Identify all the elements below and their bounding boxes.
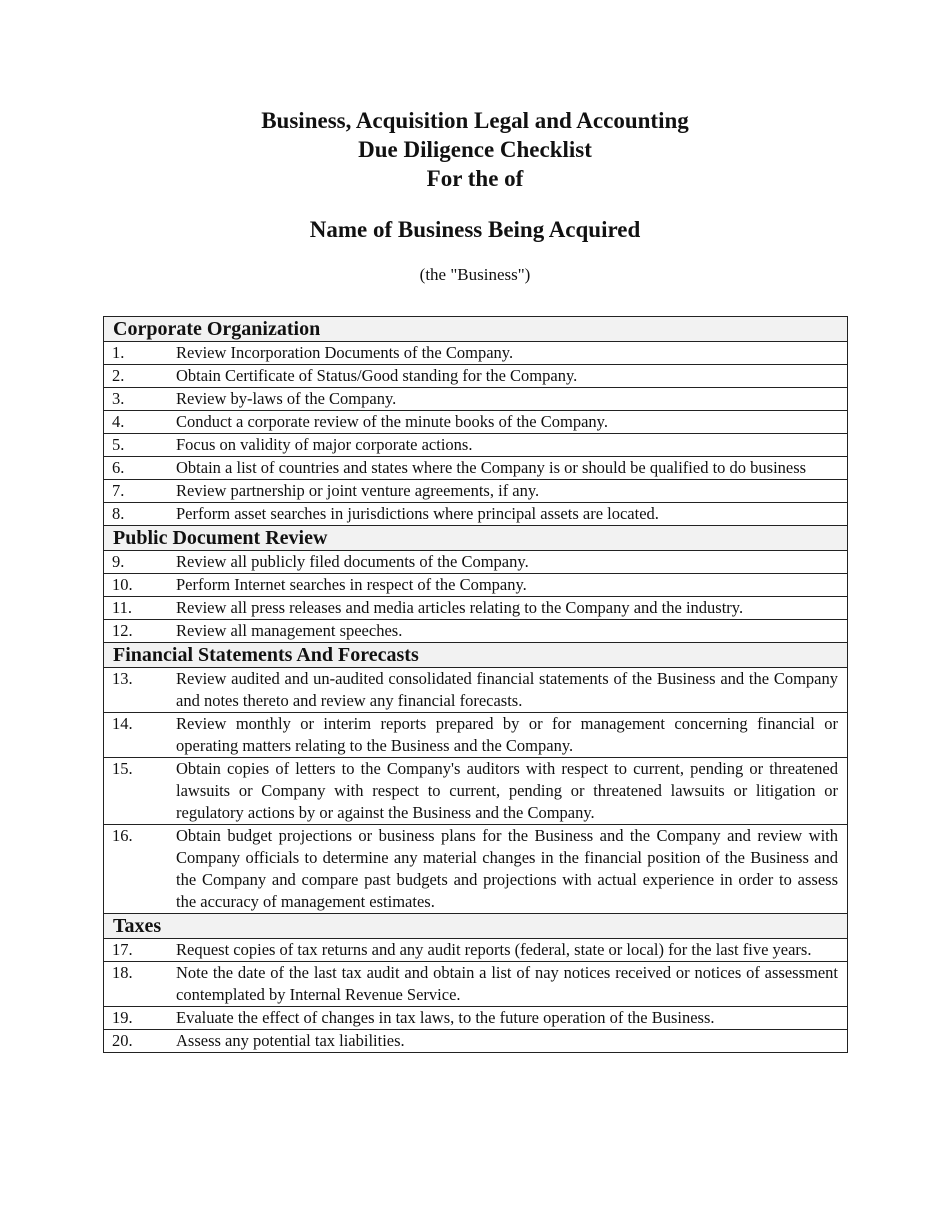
checklist-item-number: 20. xyxy=(112,1031,133,1050)
section-header-row xyxy=(104,643,848,668)
checklist-item-number: 14. xyxy=(112,714,133,733)
checklist-item-cell xyxy=(104,411,848,434)
checklist-item-cell xyxy=(104,388,848,411)
checklist-item xyxy=(104,574,847,596)
checklist-item-text: Request copies of tax returns and any audit reports (federal, state or local) for the last five years. xyxy=(176,940,812,959)
checklist-item-text: Perform Internet searches in respect of the Company. xyxy=(176,575,527,594)
checklist-item xyxy=(104,503,847,525)
checklist-item xyxy=(104,411,847,433)
checklist-item-row xyxy=(104,342,848,365)
checklist-item xyxy=(104,758,847,824)
section-heading: Financial Statements And Forecasts xyxy=(104,643,848,668)
section-heading: Taxes xyxy=(104,914,848,939)
checklist-item-text: Obtain budget projections or business plans for the Business and the Company and review with Company officials to determine any material changes in the financial position of the Business and the Company and compare past budgets and projections with actual experience in order to assess the accuracy of management estimates. xyxy=(176,826,838,911)
checklist-item-number: 16. xyxy=(112,826,133,845)
checklist-item-number: 3. xyxy=(112,389,125,408)
checklist-item-cell xyxy=(104,365,848,388)
checklist-item-number: 18. xyxy=(112,963,133,982)
checklist-item-cell xyxy=(104,620,848,643)
checklist-item-number: 9. xyxy=(112,552,125,571)
checklist-item-number: 13. xyxy=(112,669,133,688)
checklist-item-row xyxy=(104,388,848,411)
checklist-item-number: 5. xyxy=(112,435,125,454)
checklist-item xyxy=(104,825,847,913)
checklist-item-cell xyxy=(104,342,848,365)
checklist-item-text: Note the date of the last tax audit and obtain a list of nay notices received or notices of assessment contemplated by Internal Revenue Service. xyxy=(176,963,838,1004)
checklist-item-number: 10. xyxy=(112,575,133,594)
checklist-item-row xyxy=(104,1030,848,1053)
checklist-item-row xyxy=(104,713,848,758)
checklist-item-text: Review Incorporation Documents of the Company. xyxy=(176,343,514,362)
checklist-item xyxy=(104,713,847,757)
checklist-item-row xyxy=(104,758,848,825)
checklist-item-text: Assess any potential tax liabilities. xyxy=(176,1031,405,1050)
section-header-row xyxy=(104,914,848,939)
checklist-item-row xyxy=(104,503,848,526)
checklist-item xyxy=(104,434,847,456)
business-name-heading: Name of Business Being Acquired xyxy=(309,217,641,242)
checklist-item-number: 8. xyxy=(112,504,125,523)
checklist-item-cell xyxy=(104,574,848,597)
checklist-item-text: Perform asset searches in jurisdictions where principal assets are located. xyxy=(176,504,659,523)
checklist-item-cell xyxy=(104,457,848,480)
checklist-item-number: 7. xyxy=(112,481,125,500)
checklist-item xyxy=(104,939,847,961)
checklist-item-cell xyxy=(104,825,848,914)
checklist-item-text: Obtain copies of letters to the Company's auditors with respect to current, pending or threatened lawsuits or Company with respect to current, pending or threatened lawsuits or litigation or regulatory actions by or against the Business and the Company. xyxy=(176,759,838,822)
section-heading: Corporate Organization xyxy=(104,317,848,342)
checklist-item-number: 15. xyxy=(112,759,133,778)
checklist-item xyxy=(104,342,847,364)
checklist-item-cell xyxy=(104,939,848,962)
checklist-item-text: Review by-laws of the Company. xyxy=(176,389,397,408)
checklist-item-text: Focus on validity of major corporate actions. xyxy=(176,435,473,454)
checklist-item-row xyxy=(104,457,848,480)
checklist-item-text: Evaluate the effect of changes in tax laws, to the future operation of the Business. xyxy=(176,1008,715,1027)
section-header-row xyxy=(104,317,848,342)
checklist-item-text: Review all press releases and media articles relating to the Company and the industry. xyxy=(176,598,744,617)
checklist-item-row xyxy=(104,668,848,713)
checklist-item-text: Review all management speeches. xyxy=(176,621,403,640)
checklist-item xyxy=(104,551,847,573)
checklist-item-text: Obtain a list of countries and states where the Company is or should be qualified to do business xyxy=(176,458,807,477)
checklist-item-text: Review all publicly filed documents of the Company. xyxy=(176,552,529,571)
checklist-item-number: 19. xyxy=(112,1008,133,1027)
checklist-item-row xyxy=(104,411,848,434)
checklist-item-number: 6. xyxy=(112,458,125,477)
checklist-item-row xyxy=(104,480,848,503)
checklist-item-row xyxy=(104,962,848,1007)
checklist-item-cell xyxy=(104,551,848,574)
checklist-item-cell xyxy=(104,1030,848,1053)
checklist-item-row xyxy=(104,620,848,643)
checklist-item-cell xyxy=(104,434,848,457)
checklist-item-cell xyxy=(104,503,848,526)
checklist-item-number: 2. xyxy=(112,366,125,385)
due-diligence-checklist-table xyxy=(103,316,848,1053)
checklist-item-row xyxy=(104,574,848,597)
checklist-item-row xyxy=(104,551,848,574)
document-header xyxy=(0,106,950,286)
checklist-item-row xyxy=(104,1007,848,1030)
checklist-item xyxy=(104,1030,847,1052)
checklist-item-number: 12. xyxy=(112,621,133,640)
checklist-item-row xyxy=(104,434,848,457)
checklist-item-cell xyxy=(104,480,848,503)
checklist-item-cell xyxy=(104,597,848,620)
section-header-row xyxy=(104,526,848,551)
checklist-item xyxy=(104,962,847,1006)
checklist-item xyxy=(104,365,847,387)
checklist-item-text: Review audited and un-audited consolidated financial statements of the Business and the Company and notes thereto and review any financial forecasts. xyxy=(176,669,838,710)
checklist-item-cell xyxy=(104,1007,848,1030)
checklist-item-text: Review partnership or joint venture agreements, if any. xyxy=(176,481,540,500)
document-title-line-1: Business, Acquisition Legal and Accounting xyxy=(261,108,689,133)
checklist-item xyxy=(104,480,847,502)
business-subtitle: (the "Business") xyxy=(419,265,531,284)
checklist-item xyxy=(104,597,847,619)
checklist-item-cell xyxy=(104,668,848,713)
document-title-line-3: For the of xyxy=(426,166,524,191)
checklist-item-cell xyxy=(104,962,848,1007)
checklist-item-row xyxy=(104,939,848,962)
checklist-item xyxy=(104,1007,847,1029)
checklist-item xyxy=(104,457,847,479)
checklist-item-cell xyxy=(104,758,848,825)
checklist-item-number: 1. xyxy=(112,343,125,362)
checklist-item-text: Review monthly or interim reports prepared by or for management concerning financial or operating matters relating to the Business and the Company. xyxy=(176,714,838,755)
checklist-item-row xyxy=(104,597,848,620)
checklist-item-row xyxy=(104,365,848,388)
section-heading: Public Document Review xyxy=(104,526,848,551)
checklist-item-text: Obtain Certificate of Status/Good standing for the Company. xyxy=(176,366,578,385)
checklist-item xyxy=(104,668,847,712)
checklist-item-row xyxy=(104,825,848,914)
checklist-item-text: Conduct a corporate review of the minute books of the Company. xyxy=(176,412,608,431)
checklist-item-number: 17. xyxy=(112,940,133,959)
checklist-item-number: 11. xyxy=(112,598,133,617)
checklist-item-number: 4. xyxy=(112,412,125,431)
checklist-item xyxy=(104,620,847,642)
checklist-item xyxy=(104,388,847,410)
checklist-item-cell xyxy=(104,713,848,758)
document-title-line-2: Due Diligence Checklist xyxy=(358,137,592,162)
